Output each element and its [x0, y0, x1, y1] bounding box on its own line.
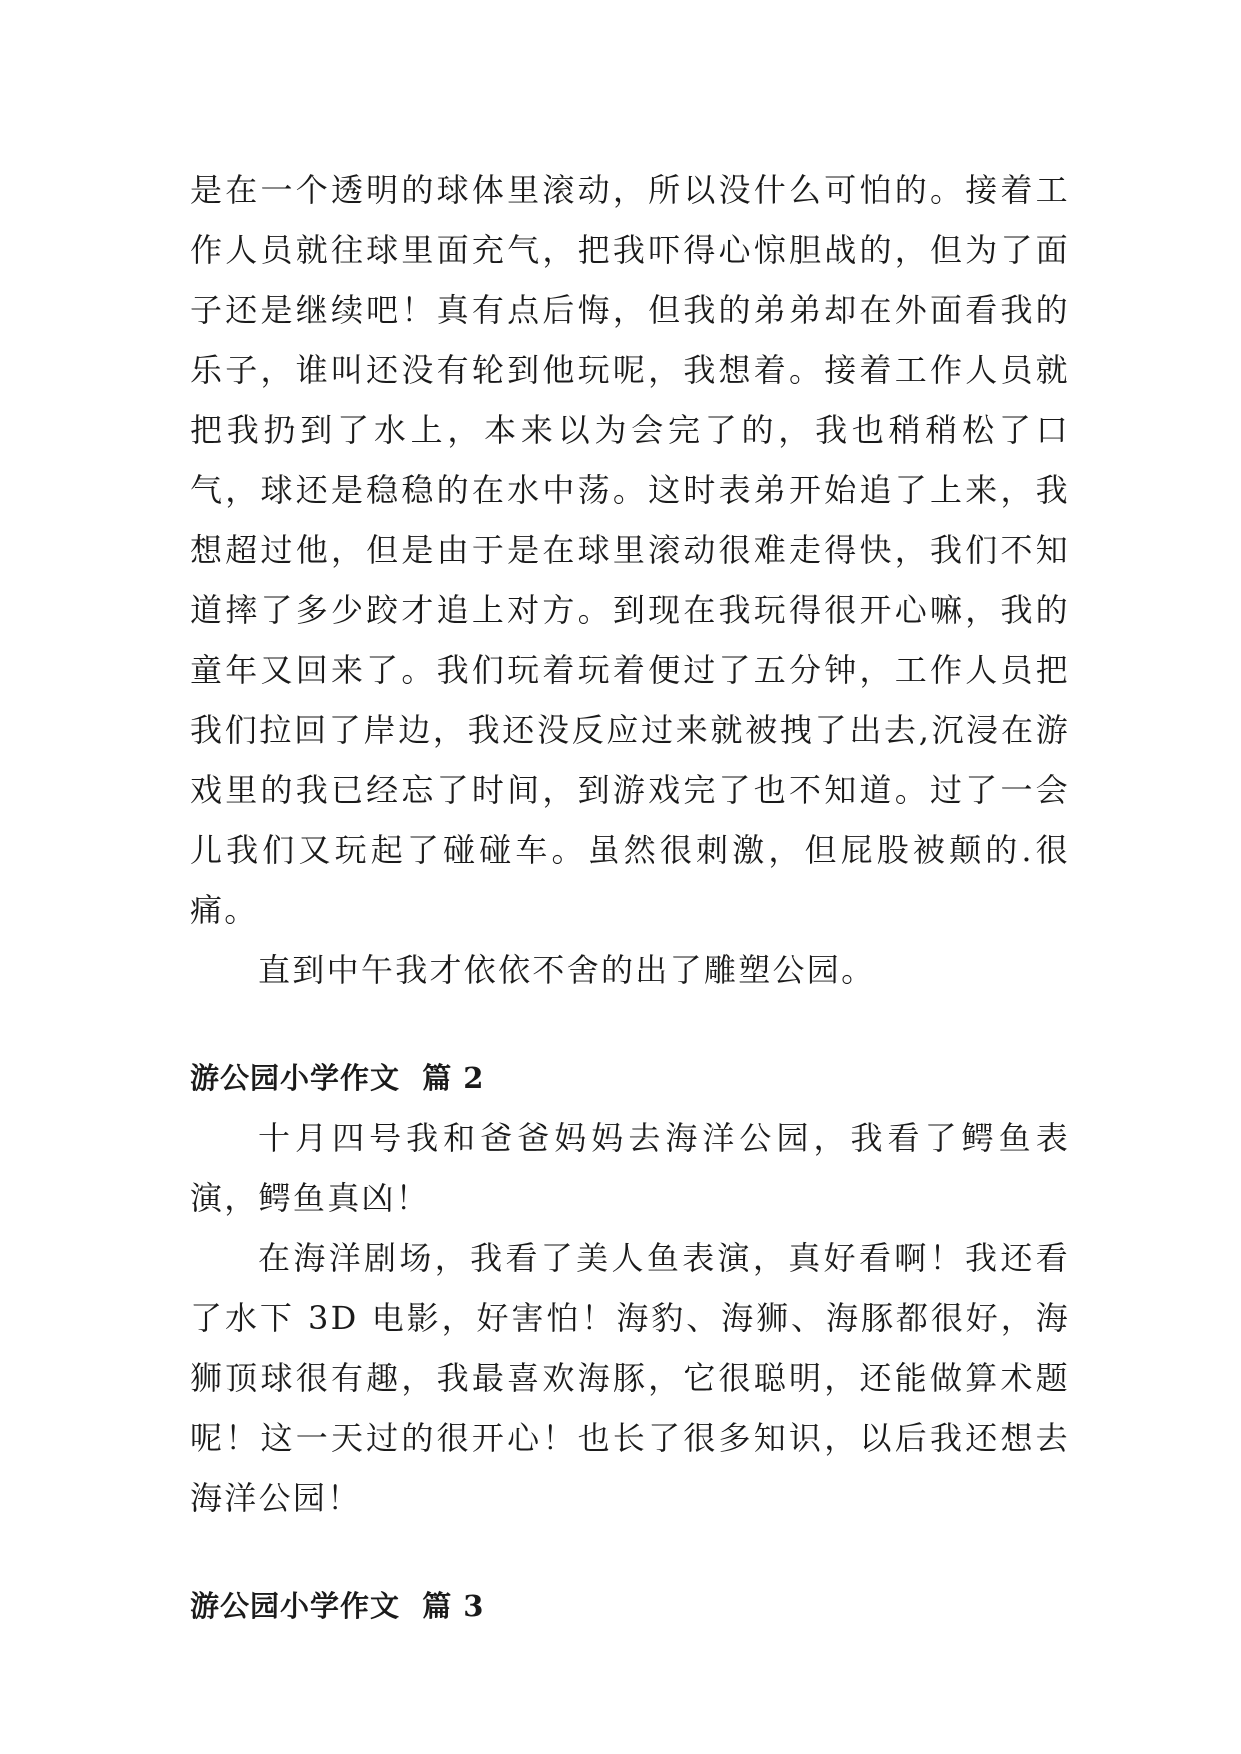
document-body	[190, 160, 1070, 1636]
paragraph-continued: 是在一个透明的球体里滚动，所以没什么可怕的。接着工作人员就往球里面充气，把我吓得心惊胆战的，但为了面子还是继续吧！真有点后悔，但我的弟弟却在外面看我的乐子，谁叫还没有轮到他玩呢，我想着。接着工作人员就把我扔到了水上，本来以为会完了的，我也稍稍松了口气，球还是稳稳的在水中荡。这时表弟开始追了上来，我想超过他，但是由于是在球里滚动很难走得快，我们不知道摔了多少跤才追上对方。到现在我玩得很开心嘛，我的童年又回来了。我们玩着玩着便过了五分钟，工作人员把我们拉回了岸边，我还没反应过来就被拽了出去,沉浸在游戏里的我已经忘了时间，到游戏完了也不知道。过了一会儿我们又玩起了碰碰车。虽然很刺激，但屁股被颠的.很痛。	[190, 171, 1070, 929]
paragraph: 在海洋剧场，我看了美人鱼表演，真好看啊！我还看了水下 3D 电影，好害怕！海豹、海狮、海豚都很好，海狮顶球很有趣，我最喜欢海豚，它很聪明，还能做算术题呢！这一天过的很开心！也长了很多知识，以后我还想去海洋公园！	[190, 1239, 1070, 1517]
section-heading-3: 游公园小学作文 篇 3	[190, 1589, 485, 1623]
section-spacer	[190, 1528, 1070, 1576]
section-heading-2: 游公园小学作文 篇 2	[190, 1061, 485, 1095]
paragraph: 十月四号我和爸爸妈妈去海洋公园，我看了鳄鱼表演，鳄鱼真凶！	[190, 1119, 1070, 1217]
section-spacer	[190, 1000, 1070, 1048]
paragraph-closing: 直到中午我才依依不舍的出了雕塑公园。	[258, 951, 876, 989]
